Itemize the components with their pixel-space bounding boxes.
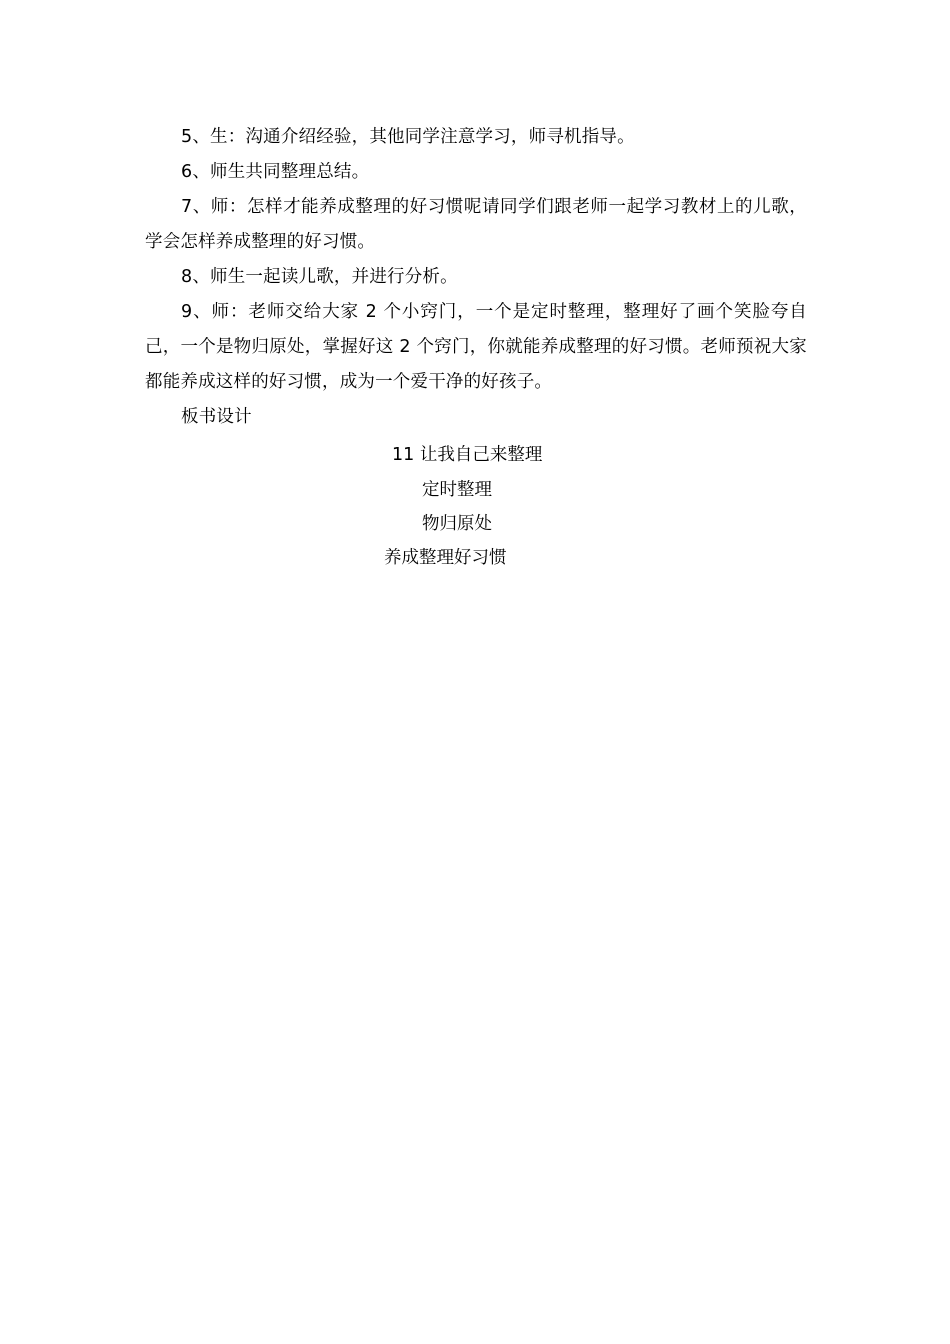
step-9-paragraph: 9、师：老师交给大家 2 个小窍门，一个是定时整理，整理好了画个笑脸夸自己，一个是物归原处，掌握好这 2 个窍门，你就能养成整理的好习惯。老师预祝大家都能养成这样的好习惯，成为一个爱干净的好孩子。 bbox=[145, 302, 807, 392]
board-title: 11 让我自己来整理 bbox=[392, 445, 543, 465]
step-8-paragraph: 8、师生一起读儿歌，并进行分析。 bbox=[181, 267, 458, 287]
step-5-paragraph: 5、生：沟通介绍经验，其他同学注意学习，师寻机指导。 bbox=[181, 127, 635, 147]
board-line-good-habit: 养成整理好习惯 bbox=[384, 548, 507, 568]
step-7-paragraph: 7、师：怎样才能养成整理的好习惯呢请同学们跟老师一起学习教材上的儿歌，学会怎样养成整理的好习惯。 bbox=[145, 197, 807, 252]
board-line-timed-tidy: 定时整理 bbox=[422, 480, 492, 500]
lesson-steps bbox=[145, 120, 807, 435]
step-6-paragraph: 6、师生共同整理总结。 bbox=[181, 162, 370, 182]
board-design-heading: 板书设计 bbox=[181, 407, 252, 427]
board-line-return-items: 物归原处 bbox=[422, 514, 492, 534]
